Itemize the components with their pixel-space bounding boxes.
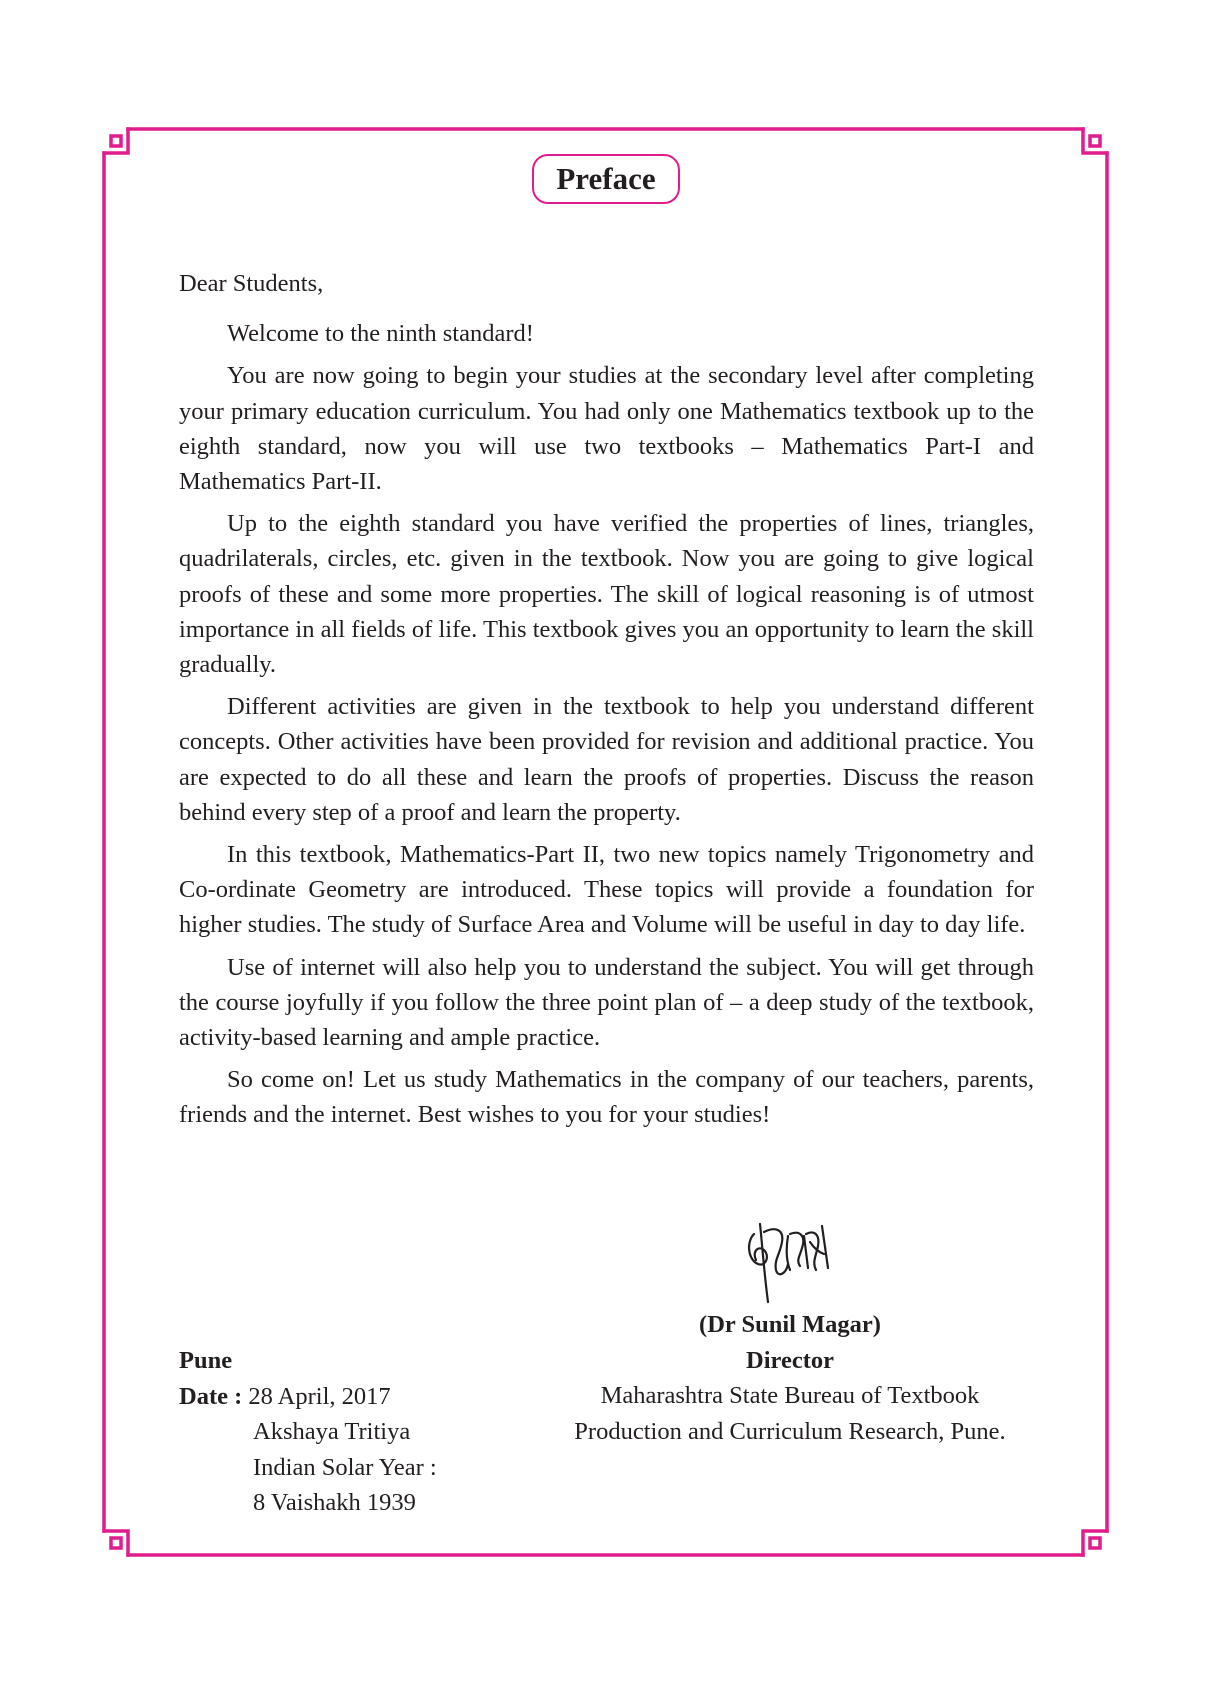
paragraph: In this textbook, Mathematics-Part II, two new topics namely Trigonometry and Co-ordinate Geometry are introduced. These topics will provide a foundation for higher studies. The study of Surface Area and Volume will be useful in day to day life. (179, 841, 1034, 939)
title-badge (532, 154, 680, 204)
place-date-block (179, 1343, 509, 1521)
paragraph: So come on! Let us study Mathematics in the company of our teachers, parents, friends and the internet. Best wishes to you for your studies! (179, 1066, 1034, 1129)
solar-year-label: Indian Solar Year : (253, 1453, 437, 1481)
solar-date: 8 Vaishakh 1939 (253, 1489, 416, 1516)
signatory-block (540, 1307, 1040, 1449)
date-label: Date : (179, 1382, 243, 1410)
festival-line: Akshaya Tritiya (253, 1418, 411, 1445)
date-line (179, 1379, 509, 1415)
date-value: 28 April, 2017 (248, 1382, 391, 1410)
paragraph: Different activities are given in the textbook to help you understand different concepts. Other activities have been provided for revision and additional practice. You are expected to do all these and learn the proofs of properties. Discuss the reason behind every step of a proof and learn the property. (179, 693, 1034, 826)
signatory-name: (Dr Sunil Magar) (699, 1311, 881, 1338)
handwritten-signature (740, 1212, 840, 1312)
paragraph: Welcome to the ninth standard! (227, 320, 534, 348)
paragraph: You are now going to begin your studies at the secondary level after completing your primary education curriculum. You had only one Mathematics textbook up to the eighth standard, now you will use two textbooks – Mathematics Part-I and Mathematics Part-II. (179, 362, 1034, 496)
page-title: Preface (556, 161, 656, 196)
signatory-designation: Director (746, 1346, 834, 1374)
salutation: Dear Students, (179, 270, 324, 297)
place-city: Pune (179, 1347, 233, 1374)
organization-line: Maharashtra State Bureau of Textbook (600, 1382, 980, 1409)
paragraph: Use of internet will also help you to understand the subject. You will get through the course joyfully if you follow the three point plan of – a deep study of the textbook, activity-based learning and ample practice. (179, 953, 1034, 1052)
organization-line: Production and Curriculum Research, Pune. (574, 1417, 1006, 1445)
paragraph: Up to the eighth standard you have verified the properties of lines, triangles, quadrilaterals, circles, etc. given in the textbook. Now you are going to give logical proofs of these and some more properties. The skill of logical reasoning is of utmost importance in all fields of life. This textbook gives you an opportunity to learn the skill gradually. (179, 510, 1034, 679)
preface-body (179, 266, 1034, 1140)
